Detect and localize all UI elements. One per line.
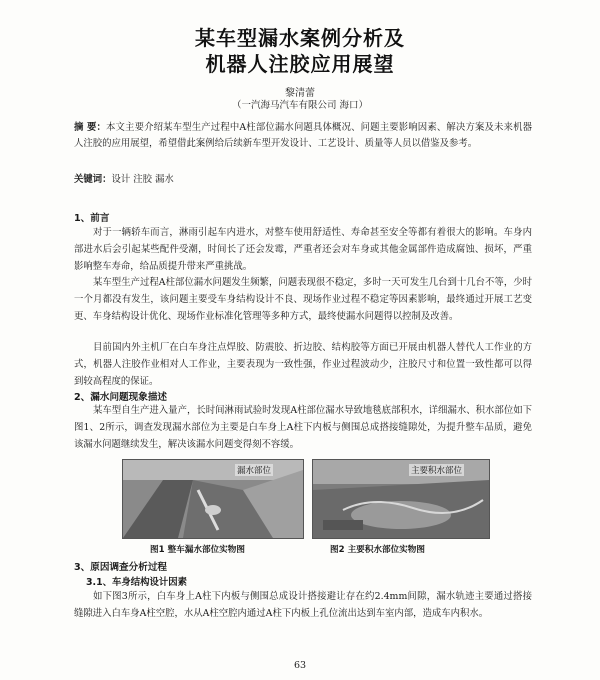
figure-2-label: 主要积水部位	[411, 466, 463, 476]
title-line-1: 某车型漏水案例分析及	[195, 26, 405, 50]
figure-1-photo	[122, 459, 304, 539]
section1-paragraph-3: 目前国内外主机厂在白车身注点焊胶、防震胶、折边胶、结构胶等方面已开展由机器人替代人工作业的方式，机器人注胶作业相对人工作业，主要表现为一致性强，作业过程波动少，注胶尺寸和位置一致性都可以得到较高程度的保证。	[74, 342, 532, 387]
figure-2-caption: 图2 主要积水部位实物图	[330, 545, 425, 555]
figure-1-caption: 图1 整车漏水部位实物图	[150, 545, 245, 555]
keywords-label: 关键词：	[74, 174, 112, 185]
figure-1-label: 漏水部位	[237, 466, 272, 476]
section1-paragraph-2: 某车型生产过程A柱部位漏水问题发生频繁，问题表现很不稳定，多时一天可发生几台到十几台不等，少时一个月都没有发生，该问题主要受车身结构设计不良、现场作业过程不稳定等因素影响，最终通过开展工艺变更、车身结构设计优化、现场作业标准化管理等多种方式，最终使漏水问题得以控制及改善。	[74, 277, 532, 322]
section3-paragraph: 如下图3所示，白车身上A柱下内板与侧围总成设计搭接避让存在约2.4mm间隙，漏水轨迹主要通过搭接缝隙进入白车身A柱空腔，水从A柱空腔内通过A柱下内板上孔位流出达到车室内部，造成车内积水。	[74, 591, 532, 619]
affiliation: （一汽海马汽车有限公司 海口）	[231, 100, 369, 111]
title-line-2: 机器人注胶应用展望	[205, 52, 395, 76]
keywords-text: 设计 注胶 漏水	[111, 174, 174, 185]
section2-heading: 2、漏水问题现象描述	[74, 392, 168, 403]
figure-1-image	[123, 460, 303, 538]
section3-subheading: 3.1、车身结构设计因素	[86, 577, 187, 588]
abstract	[74, 120, 532, 152]
section3-heading: 3、原因调查分析过程	[74, 562, 168, 573]
figure-2-photo	[312, 459, 490, 539]
author: 黎清蕾	[285, 88, 315, 99]
section2-paragraph: 某车型自生产进入量产，长时间淋雨试验时发现A柱部位漏水导致地毯底部积水，详细漏水、积水部位如下图1、2所示，调查发现漏水部位为主要是白车身上A柱下内板与侧围总成搭接缝隙处，为提升整车品质，避免该漏水问题继续发生，解决该漏水问题变得刻不容缓。	[74, 405, 532, 450]
abstract-label: 摘 要：	[74, 122, 106, 133]
page-number: 63	[293, 660, 307, 671]
keywords	[74, 171, 532, 185]
section1-paragraph-1: 对于一辆轿车而言，淋雨引起车内进水，对整车使用舒适性、寿命甚至安全等都有着很大的影响。车身内部进水后会引起某些配件受潮，时间长了还会发霉，严重者还会对车身或其他金属部件造成腐蚀、损坏，严重影响整车寿命，给品质提升带来严重挑战。	[74, 227, 532, 272]
section1-heading: 1、前言	[74, 213, 110, 224]
abstract-text: 本文主要介绍某车型生产过程中A柱部位漏水问题具体概况、问题主要影响因素、解决方案及未来机器人注胶的应用展望，希望借此案例给后续新车型开发设计、工艺设计、质量等人员以借鉴及参考。	[74, 122, 532, 149]
